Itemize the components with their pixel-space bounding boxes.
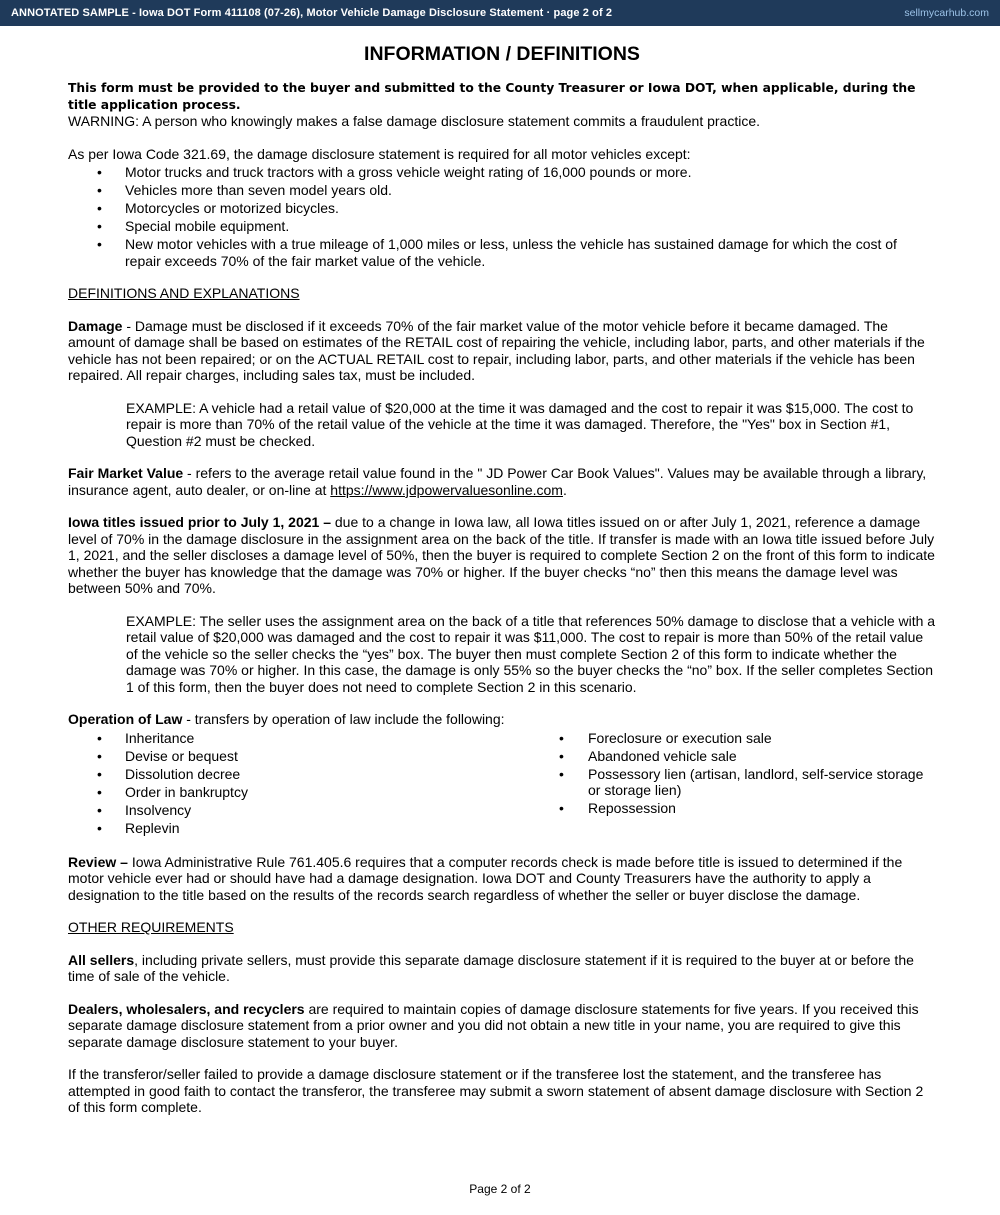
all-sellers-term: All sellers — [68, 951, 135, 968]
other-requirements-heading: OTHER REQUIREMENTS — [68, 919, 234, 935]
all-sellers-paragraph — [68, 952, 936, 985]
dealers-paragraph — [68, 1001, 936, 1051]
operation-of-law-item: • Repossession — [530, 800, 936, 817]
operation-of-law-definition — [68, 711, 936, 728]
fmv-term: Fair Market Value — [68, 465, 184, 481]
fmv-text: - refers to the average retail value found in the " JD Power Car Book Values". Values may be available through a library, insurance agent, auto dealer, or on-line at — [68, 465, 927, 498]
operation-of-law-text: - transfers by operation of law include the following: — [182, 711, 505, 727]
exemption-list-item: • Special mobile equipment. — [68, 218, 936, 235]
exemption-list-item: • Vehicles more than seven model years old. — [68, 182, 936, 199]
exemption-list-item: • New motor vehicles with a true mileage of 1,000 miles or less, unless the vehicle has sustained damage for which the cost of repair exceeds 70% of the fair market value of the vehicle. — [68, 236, 936, 269]
transferor-paragraph: If the transferor/seller failed to provide a damage disclosure statement or if the transferee lost the statement, and the transferee has attempted in good faith to contact the transferor, the transferee may submit a sworn statement of absent damage disclosure with Section 2 of this form complete. — [68, 1066, 924, 1115]
damage-term: Damage — [68, 317, 123, 334]
operation-of-law-item: • Insolvency — [68, 802, 530, 819]
page-title: INFORMATION / DEFINITIONS — [364, 43, 640, 65]
operation-of-law-item: • Dissolution decree — [68, 766, 530, 783]
banner-site: sellmycarhub.com — [904, 7, 989, 19]
definitions-heading: DEFINITIONS AND EXPLANATIONS — [68, 285, 300, 301]
operation-of-law-item: • Order in bankruptcy — [68, 784, 530, 801]
operation-of-law-item: • Devise or bequest — [68, 748, 530, 765]
operation-of-law-lists — [68, 728, 936, 838]
operation-of-law-item: • Inheritance — [68, 730, 530, 747]
banner-title: ANNOTATED SAMPLE - Iowa DOT Form 411108 (07-26), Motor Vehicle Damage Disclosure Statement · page 2 of 2 — [11, 7, 613, 19]
iowa-titles-definition — [68, 514, 936, 597]
damage-text: - Damage must be disclosed if it exceeds 70% of the fair market value of the motor vehicle before it became damaged. The amount of damage shall be based on estimates of the RETAIL cost of repairing the vehicle, including labor, parts, and other materials if the vehicle has not been repaired; or on the ACTUAL RETAIL cost to repair, including labor, parts, and other materials if the vehicle has been repaired. All repair charges, including sales tax, must be included. — [68, 317, 925, 383]
exemptions-lead: As per Iowa Code 321.69, the damage disclosure statement is required for all motor vehicles except: — [68, 145, 691, 162]
iowa-titles-example: EXAMPLE: The seller uses the assignment area on the back of a title that references 50% damage to disclose that a vehicle with a retail value of $20,000 was damaged and the cost to repair it was $11,000. The cost to repair is more than 50% of the retail value of the vehicle so the seller checks the “yes” box. The buyer then must complete Section 2 of this form to indicate whether the damage was 70% or higher. In this case, the damage is only 55% so the buyer checks the “no” box. If the seller completes Section 1 of this form, then the buyer does not need to complete Section 2 in this scenario. — [126, 612, 936, 695]
exemptions-list — [68, 164, 936, 269]
iowa-titles-term: Iowa titles issued prior to July 1, 2021 – — [68, 514, 331, 530]
exemption-list-item: • Motorcycles or motorized bicycles. — [68, 200, 936, 217]
damage-definition — [68, 318, 936, 384]
intro-notice: This form must be provided to the buyer and submitted to the County Treasurer or Iowa DOT, when applicable, during the title application process. — [68, 81, 916, 112]
iowa-titles-text: due to a change in Iowa law, all Iowa titles issued on or after July 1, 2021, reference a damage level of 70% in the damage disclosure in the assignment area on the back of the title. If transfer is made with an Iowa title issued before July 1, 2021, and the seller discloses a damage level of 50%, then the buyer is required to complete Section 2 on the front of this form to indicate whether the buyer has knowledge that the damage was 70% or higher. If the buyer checks “no” then this means the damage level was between 50% and 70%. — [68, 514, 935, 596]
operation-of-law-item: • Foreclosure or execution sale — [530, 730, 936, 747]
operation-of-law-term: Operation of Law — [68, 711, 183, 727]
operation-of-law-item: • Abandoned vehicle sale — [530, 748, 936, 765]
operation-of-law-right-list — [530, 730, 936, 838]
damage-example: EXAMPLE: A vehicle had a retail value of $20,000 at the time it was damaged and the cost to repair it was $15,000. The cost to repair is more than 70% of the retail value of the vehicle at the time it was damaged. Therefore, the "Yes" box in Section #1, Question #2 must be checked. — [126, 399, 914, 449]
page-number: Page 2 of 2 — [469, 1182, 531, 1196]
document-page — [68, 42, 936, 1116]
jdpower-link[interactable]: https://www.jdpowervaluesonline.com — [330, 481, 563, 498]
dealers-term: Dealers, wholesalers, and recyclers — [68, 1000, 305, 1017]
review-term: Review – — [68, 853, 128, 870]
operation-of-law-item: • Replevin — [68, 820, 530, 837]
annotation-banner — [0, 0, 1000, 26]
operation-of-law-item: • Possessory lien (artisan, landlord, self-service storage or storage lien) — [530, 766, 936, 799]
warning-text: WARNING: A person who knowingly makes a false damage disclosure statement commits a fraudulent practice. — [68, 113, 761, 129]
operation-of-law-left-list — [68, 730, 530, 838]
review-definition — [68, 854, 936, 904]
dealers-text: are required to maintain copies of damage disclosure statements for five years. If you received this separate damage disclosure statement from a prior owner and you did not obtain a new title in your name, you are required to give this separate damage disclosure statement to your buyer. — [68, 1000, 919, 1050]
exemption-list-item: • Motor trucks and truck tractors with a gross vehicle weight rating of 16,000 pounds or more. — [68, 164, 936, 181]
all-sellers-text: , including private sellers, must provide this separate damage disclosure statement if it is required to the buyer at or before the time of sale of the vehicle. — [68, 951, 914, 984]
fmv-end: . — [562, 481, 567, 498]
review-text: Iowa Administrative Rule 761.405.6 requires that a computer records check is made before title is issued to determined if the motor vehicle ever had or should have had a damage designation. Iowa DOT and County Treasurers have the authority to apply a designation to the title based on the results of the records search regardless of whether the seller or buyer disclose the damage. — [68, 853, 903, 903]
fmv-definition — [68, 465, 936, 498]
